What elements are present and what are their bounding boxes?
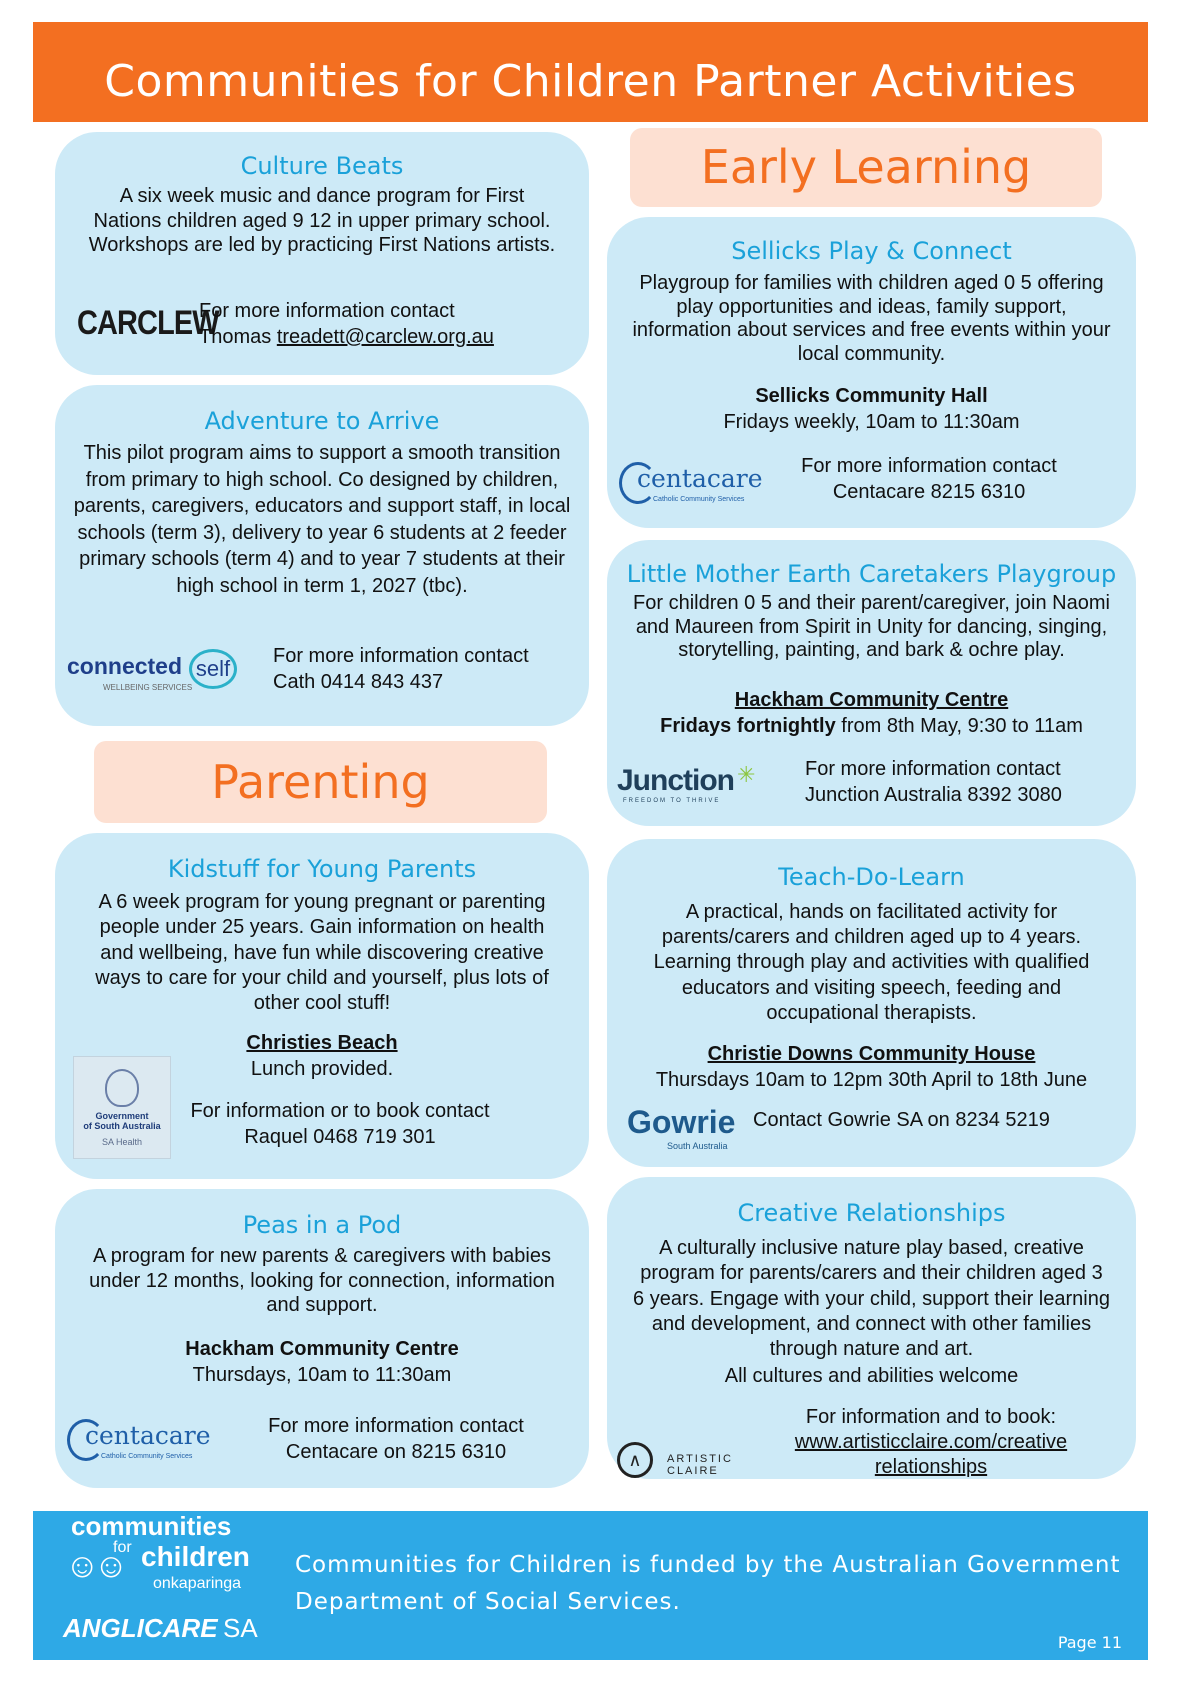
logo-subtitle: Catholic Community Services	[653, 496, 745, 503]
contact-info	[805, 756, 1062, 808]
crest-icon	[105, 1069, 139, 1107]
junction-logo	[617, 762, 767, 812]
card-kidstuff	[55, 833, 589, 1179]
contact-info	[781, 1405, 1081, 1480]
card-adventure-to-arrive	[55, 385, 589, 726]
communities-for-children-logo	[47, 1511, 267, 1651]
contact-line: For information and to book:	[805, 1406, 1057, 1428]
card-title: Adventure to Arrive	[204, 407, 440, 435]
card-title: Sellicks Play & Connect	[731, 237, 1012, 265]
note: All cultures and abilities welcome	[724, 1365, 1019, 1387]
children-figures-icon: ☺☺	[65, 1547, 123, 1585]
logo-subtitle: South Australia	[667, 1141, 728, 1151]
card-culture-beats	[55, 132, 589, 375]
contact-info	[273, 643, 529, 695]
section-banner-parenting: Parenting	[94, 741, 547, 823]
schedule: Thursdays, 10am to 11:30am	[192, 1364, 452, 1386]
contact-info	[779, 453, 1079, 505]
schedule: Thursdays 10am to 12pm 30th April to 18th June	[655, 1069, 1088, 1091]
contact-line: For more information contact	[199, 300, 455, 322]
contact-info: Contact Gowrie SA on 8234 5219	[753, 1109, 1050, 1131]
contact-line: Cath 0414 843 437	[273, 671, 444, 693]
logo-subtitle: Catholic Community Services	[101, 1453, 193, 1460]
brand-light: SA	[223, 1613, 258, 1643]
card-description: For children 0 5 and their parent/caregiver, join Naomi and Maureen from Spirit in Unity for dancing, singing, storytelling, painting, and bark & ochre play.	[633, 592, 1110, 661]
location-name: Sellicks Community Hall	[755, 385, 988, 407]
page-footer	[33, 1511, 1148, 1660]
card-description: A six week music and dance program for First Nations children aged 9 12 in upper primary school. Workshops are led by practicing First Nations artists.	[88, 185, 556, 256]
artistic-claire-logo	[617, 1442, 787, 1486]
schedule: Fridays fortnightly from 8th May, 9:30 to 11am	[660, 715, 1083, 737]
logo-line: onkaparinga	[153, 1575, 242, 1592]
logo-subtitle: WELLBEING SERVICES	[103, 683, 193, 692]
location-name: Hackham Community Centre	[185, 1338, 459, 1360]
section-banner-early-learning: Early Learning	[630, 128, 1102, 207]
email-link[interactable]: treadett@carclew.org.au	[276, 326, 494, 348]
contact-line: For more information contact	[273, 645, 529, 667]
circle-mark-icon: ∧	[617, 1442, 653, 1478]
logo-word: centacare	[637, 464, 763, 493]
card-peas-in-a-pod	[55, 1189, 589, 1488]
card-creative-relationships	[607, 1177, 1136, 1479]
funding-line: Department of Social Services.	[295, 1589, 681, 1615]
centacare-logo	[619, 460, 769, 510]
contact-name: Thomas	[199, 326, 272, 348]
centacare-logo	[67, 1417, 211, 1467]
page-number: Page 11	[1057, 1633, 1122, 1652]
logo-word: self	[189, 649, 237, 689]
card-description: A practical, hands on facilitated activity for parents/carers and children aged up to 4 years. Learning through play and activities with qualified educators and visiting speech, feeding and occupational therapists.	[653, 901, 1090, 1024]
card-title: Little Mother Earth Caretakers Playgroup	[626, 560, 1117, 588]
card-description: This pilot program aims to support a smooth transition from primary to high school. Co designed by children, parents, caregivers, educators and support staff, in local schools (term 3), delivery to year 6 students at 2 feeder primary schools (term 4) and to year 7 students at their high school in term 1, 2027 (tbc).	[73, 442, 571, 597]
logo-line: Government	[95, 1111, 149, 1121]
schedule: Fridays weekly, 10am to 11:30am	[723, 411, 1020, 433]
logo-line: children	[141, 1541, 250, 1572]
contact-line: For more information contact	[801, 455, 1057, 477]
location	[607, 383, 1136, 435]
carclew-logo: CARCLEW	[77, 304, 219, 342]
contact-info	[190, 1098, 490, 1150]
page-header	[33, 22, 1148, 122]
sa-health-logo	[73, 1056, 171, 1159]
card-description: Playgroup for families with children aged 0 5 offering play opportunities and ideas, family support, information about services and free events within your local community.	[632, 272, 1111, 365]
card-title: Teach-Do-Learn	[778, 863, 965, 891]
card-description: A culturally inclusive nature play based, creative program for parents/carers and their children aged 3 6 years. Engage with your child, support their learning and development, and connect with other families through nature and art.	[633, 1237, 1110, 1361]
connected-self-logo	[67, 647, 247, 707]
contact-line: Centacare 8215 6310	[832, 481, 1026, 503]
card-title: Creative Relationships	[737, 1199, 1006, 1227]
logo-line: communities	[71, 1511, 232, 1541]
funding-line: Communities for Children is funded by the Australian Government	[295, 1552, 1121, 1578]
card-sellicks	[607, 217, 1136, 528]
location	[607, 687, 1136, 739]
card-title: Peas in a Pod	[242, 1211, 402, 1239]
card-description: A 6 week program for young pregnant or parenting people under 25 years. Gain information on health and wellbeing, have fun while discovering creative ways to care for your child and yourself, plus lots of other cool stuff!	[95, 891, 549, 1015]
logo-word: Gowrie	[627, 1104, 736, 1140]
logo-subtitle: FREEDOM TO THRIVE	[623, 798, 721, 804]
location-note: Lunch provided.	[250, 1058, 394, 1080]
logo-word: connected	[67, 653, 183, 679]
contact-line: Centacare on 8215 6310	[285, 1441, 507, 1463]
logo-word: Junction	[617, 764, 734, 797]
card-little-mother-earth	[607, 540, 1136, 826]
location-name: Hackham Community Centre	[734, 689, 1009, 711]
card-teach-do-learn	[607, 839, 1136, 1167]
contact-line: For more information contact	[268, 1415, 524, 1437]
gowrie-logo	[627, 1104, 747, 1154]
logo-word: ARTISTIC CLAIRE	[667, 1453, 733, 1477]
contact-line	[199, 324, 494, 350]
location	[55, 1336, 589, 1388]
location	[607, 1041, 1136, 1093]
contact-line: Junction Australia 8392 3080	[805, 784, 1062, 806]
logo-line: SA Health	[101, 1137, 143, 1147]
page-title: Communities for Children Partner Activities	[104, 56, 1077, 107]
contact-info	[251, 1413, 541, 1465]
sparkle-icon: ✳	[737, 762, 756, 787]
location-name: Christie Downs Community House	[707, 1043, 1036, 1065]
logo-line: of South Australia	[83, 1121, 161, 1131]
logo-line: for	[113, 1539, 132, 1556]
logo-word: centacare	[85, 1421, 211, 1450]
contact-line: Raquel 0468 719 301	[244, 1126, 436, 1148]
website-link[interactable]: relationships	[874, 1456, 988, 1478]
funding-statement	[295, 1547, 1121, 1621]
card-description: A program for new parents & caregivers with babies under 12 months, looking for connection, information and support.	[89, 1245, 555, 1316]
contact-info	[199, 298, 494, 350]
contact-line: For more information contact	[805, 758, 1061, 780]
card-title: Culture Beats	[240, 152, 404, 180]
card-title: Kidstuff for Young Parents	[167, 855, 477, 883]
location-name: Christies Beach	[246, 1032, 398, 1054]
contact-line: For information or to book contact	[190, 1100, 490, 1122]
website-link[interactable]: www.artisticclaire.com/creative	[794, 1431, 1068, 1453]
brand-bold: ANGLICARE	[63, 1613, 218, 1643]
